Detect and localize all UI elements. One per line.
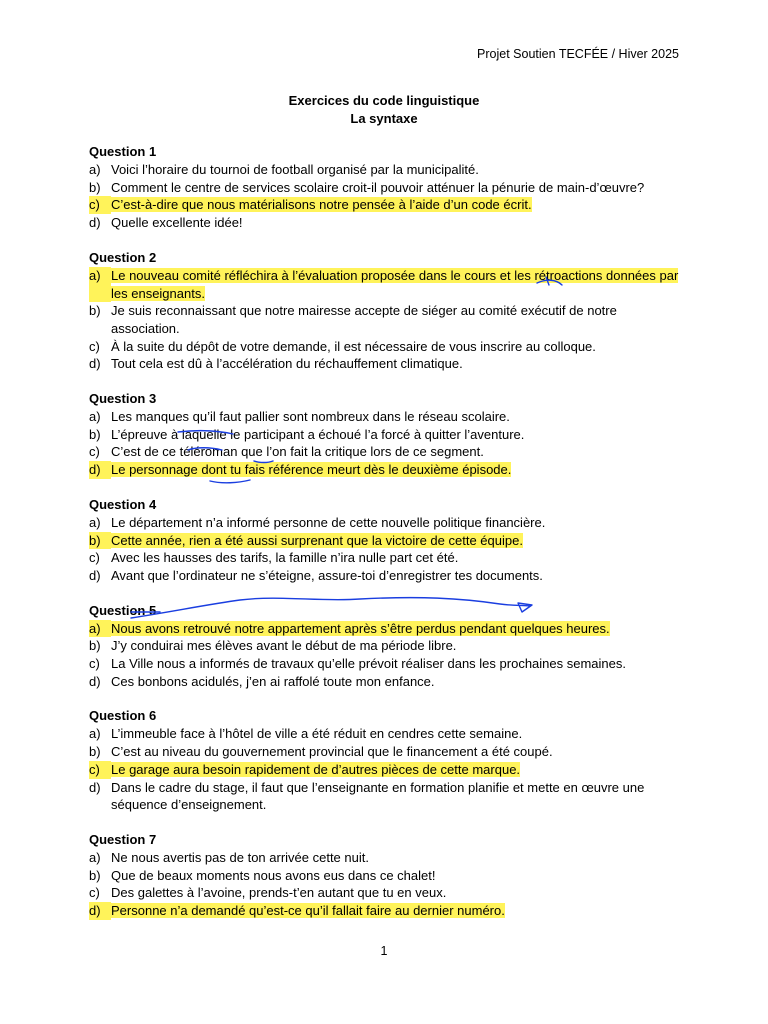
option-text-container bbox=[111, 214, 689, 232]
option-letter: b) bbox=[89, 426, 101, 442]
answer-option bbox=[89, 743, 689, 761]
option-letter: d) bbox=[89, 567, 101, 583]
option-text-container bbox=[111, 725, 689, 743]
answer-option bbox=[89, 620, 689, 638]
page-header: Projet Soutien TECFÉE / Hiver 2025 bbox=[477, 47, 679, 61]
question-title: Question 2 bbox=[89, 249, 157, 265]
option-letter: b) bbox=[89, 532, 111, 550]
option-letter: c) bbox=[89, 196, 111, 214]
question-title: Question 1 bbox=[89, 144, 157, 159]
option-letter: d) bbox=[89, 779, 101, 795]
option-text-container bbox=[111, 426, 689, 444]
question-title: Question 7 bbox=[89, 831, 157, 847]
option-text-container bbox=[111, 196, 689, 214]
answer-option bbox=[89, 884, 689, 902]
option-text: Je suis reconnaissant que notre mairesse accepte de siéger au comité exécutif de notre association. bbox=[111, 303, 617, 336]
option-text: Dans le cadre du stage, il faut que l’enseignante en formation planifie et mette en œuvre une séquence d’enseignement. bbox=[111, 779, 645, 813]
answer-option bbox=[89, 673, 689, 691]
option-letter: a) bbox=[89, 409, 101, 425]
option-text-container bbox=[111, 267, 689, 302]
answer-option bbox=[89, 355, 689, 373]
option-text-container bbox=[111, 902, 689, 920]
option-text-container bbox=[111, 514, 689, 532]
option-letter: a) bbox=[89, 620, 111, 638]
option-letter: d) bbox=[89, 461, 111, 479]
answer-option bbox=[89, 867, 689, 885]
option-text: Tout cela est dû à l’accélération du réchauffement climatique. bbox=[111, 356, 463, 372]
question-2 bbox=[89, 249, 689, 373]
option-letter: a) bbox=[89, 162, 101, 177]
option-letter: a) bbox=[89, 267, 111, 302]
option-letter: d) bbox=[89, 215, 101, 231]
option-letter: b) bbox=[89, 638, 101, 654]
option-letter: d) bbox=[89, 356, 101, 372]
option-text-container bbox=[111, 179, 689, 197]
option-text-container bbox=[111, 867, 689, 885]
answer-option bbox=[89, 637, 689, 655]
answer-option bbox=[89, 302, 689, 337]
question-title: Question 4 bbox=[89, 496, 157, 512]
option-text-container bbox=[111, 637, 689, 655]
option-letter: c) bbox=[89, 444, 100, 460]
page-number: 1 bbox=[380, 944, 388, 958]
question-6 bbox=[89, 707, 689, 814]
option-text-container bbox=[111, 549, 689, 567]
option-letter: a) bbox=[89, 849, 101, 865]
option-text-container bbox=[111, 532, 689, 550]
option-letter: d) bbox=[89, 673, 101, 689]
question-title: Question 5 bbox=[89, 602, 157, 618]
option-text-container bbox=[111, 567, 689, 585]
option-text: Quelle excellente idée! bbox=[111, 215, 243, 231]
option-text-container bbox=[111, 743, 689, 761]
option-text: L’immeuble face à l’hôtel de ville a été réduit en cendres cette semaine. bbox=[111, 726, 523, 742]
answer-option bbox=[89, 408, 689, 426]
option-letter: c) bbox=[89, 338, 100, 354]
question-title: Question 3 bbox=[89, 391, 157, 407]
option-letter: b) bbox=[89, 744, 101, 760]
option-letter: b) bbox=[89, 303, 101, 319]
highlighted-option-text: Le garage aura besoin rapidement de d’autres pièces de cette marque. bbox=[111, 761, 521, 777]
highlighted-option-text: Le nouveau comité réfléchira à l’évaluation proposée dans le cours et les rétroactions données par les enseignants. bbox=[111, 267, 679, 301]
option-text-container bbox=[111, 461, 689, 479]
option-text-container bbox=[111, 161, 689, 179]
answer-option bbox=[89, 214, 689, 232]
option-text-container bbox=[111, 779, 689, 814]
question-5 bbox=[89, 602, 689, 691]
option-text: La Ville nous a informés de travaux qu’elle prévoit réaliser dans les prochaines semaines. bbox=[111, 656, 626, 672]
highlighted-option-text: Le personnage dont tu fais référence meurt dès le deuxième épisode. bbox=[111, 462, 512, 478]
option-text: Comment le centre de services scolaire croit-il pouvoir atténuer la pénurie de main-d’œuvre? bbox=[111, 179, 645, 195]
question-title: Question 6 bbox=[89, 708, 157, 724]
answer-option bbox=[89, 761, 689, 779]
question-3 bbox=[89, 390, 689, 479]
answer-option bbox=[89, 655, 689, 673]
answer-option bbox=[89, 849, 689, 867]
option-letter: c) bbox=[89, 885, 100, 901]
answer-option bbox=[89, 196, 689, 214]
option-text-container bbox=[111, 620, 689, 638]
answer-option bbox=[89, 725, 689, 743]
option-text: À la suite du dépôt de votre demande, il est nécessaire de vous inscrire au colloque. bbox=[111, 338, 596, 354]
option-text-container bbox=[111, 849, 689, 867]
title-block bbox=[0, 92, 768, 128]
answer-option bbox=[89, 179, 689, 197]
answer-option bbox=[89, 426, 689, 444]
highlighted-option-text: Personne n’a demandé qu’est-ce qu’il fallait faire au dernier numéro. bbox=[111, 903, 505, 919]
question-1 bbox=[89, 143, 689, 232]
answer-option bbox=[89, 267, 689, 302]
answer-option bbox=[89, 461, 689, 479]
option-text: Le département n’a informé personne de cette nouvelle politique financière. bbox=[111, 514, 546, 530]
option-text-container bbox=[111, 355, 689, 373]
option-text: Ne nous avertis pas de ton arrivée cette nuit. bbox=[111, 849, 369, 865]
answer-option bbox=[89, 532, 689, 550]
answer-option bbox=[89, 443, 689, 461]
document-subtitle: La syntaxe bbox=[350, 111, 418, 126]
option-text: Des galettes à l’avoine, prends-t’en autant que tu en veux. bbox=[111, 885, 447, 901]
option-letter: a) bbox=[89, 726, 101, 742]
highlighted-option-text: C’est-à-dire que nous matérialisons notre pensée à l’aide d’un code écrit. bbox=[111, 197, 532, 213]
option-letter: b) bbox=[89, 179, 101, 195]
question-4 bbox=[89, 496, 689, 585]
question-list bbox=[89, 143, 689, 937]
answer-option bbox=[89, 902, 689, 920]
option-text-container bbox=[111, 673, 689, 691]
option-text: J’y conduirai mes élèves avant le début de ma période libre. bbox=[111, 638, 457, 654]
option-text: C’est au niveau du gouvernement provincial que le financement a été coupé. bbox=[111, 744, 553, 760]
answer-option bbox=[89, 549, 689, 567]
option-text-container bbox=[111, 884, 689, 902]
option-text-container bbox=[111, 761, 689, 779]
answer-option bbox=[89, 779, 689, 814]
answer-option bbox=[89, 567, 689, 585]
answer-option bbox=[89, 338, 689, 356]
option-text-container bbox=[111, 408, 689, 426]
option-letter: c) bbox=[89, 550, 100, 566]
highlighted-option-text: Nous avons retrouvé notre appartement après s’être perdus pendant quelques heures. bbox=[111, 620, 610, 636]
answer-option bbox=[89, 161, 689, 179]
option-text: Voici l’horaire du tournoi de football organisé par la municipalité. bbox=[111, 162, 479, 177]
option-text: L’épreuve à laquelle le participant a échoué l’a forcé à quitter l’aventure. bbox=[111, 426, 525, 442]
option-text: Avec les hausses des tarifs, la famille n’ira nulle part cet été. bbox=[111, 550, 459, 566]
question-7 bbox=[89, 831, 689, 920]
option-letter: d) bbox=[89, 902, 111, 920]
option-letter: c) bbox=[89, 656, 100, 672]
option-text: C’est de ce téléroman que l’on fait la critique lors de ce segment. bbox=[111, 444, 484, 460]
option-text-container bbox=[111, 443, 689, 461]
option-text: Que de beaux moments nous avons eus dans ce chalet! bbox=[111, 867, 436, 883]
answer-option bbox=[89, 514, 689, 532]
option-text: Avant que l’ordinateur ne s’éteigne, assure-toi d’enregistrer tes documents. bbox=[111, 567, 543, 583]
option-text: Les manques qu’il faut pallier sont nombreux dans le réseau scolaire. bbox=[111, 409, 510, 425]
option-letter: c) bbox=[89, 761, 111, 779]
option-text-container bbox=[111, 302, 689, 337]
document-title: Exercices du code linguistique bbox=[288, 93, 480, 108]
option-letter: a) bbox=[89, 514, 101, 530]
option-letter: b) bbox=[89, 867, 101, 883]
highlighted-option-text: Cette année, rien a été aussi surprenant que la victoire de cette équipe. bbox=[111, 532, 523, 548]
option-text: Ces bonbons acidulés, j’en ai raffolé toute mon enfance. bbox=[111, 673, 435, 689]
option-text-container bbox=[111, 338, 689, 356]
option-text-container bbox=[111, 655, 689, 673]
